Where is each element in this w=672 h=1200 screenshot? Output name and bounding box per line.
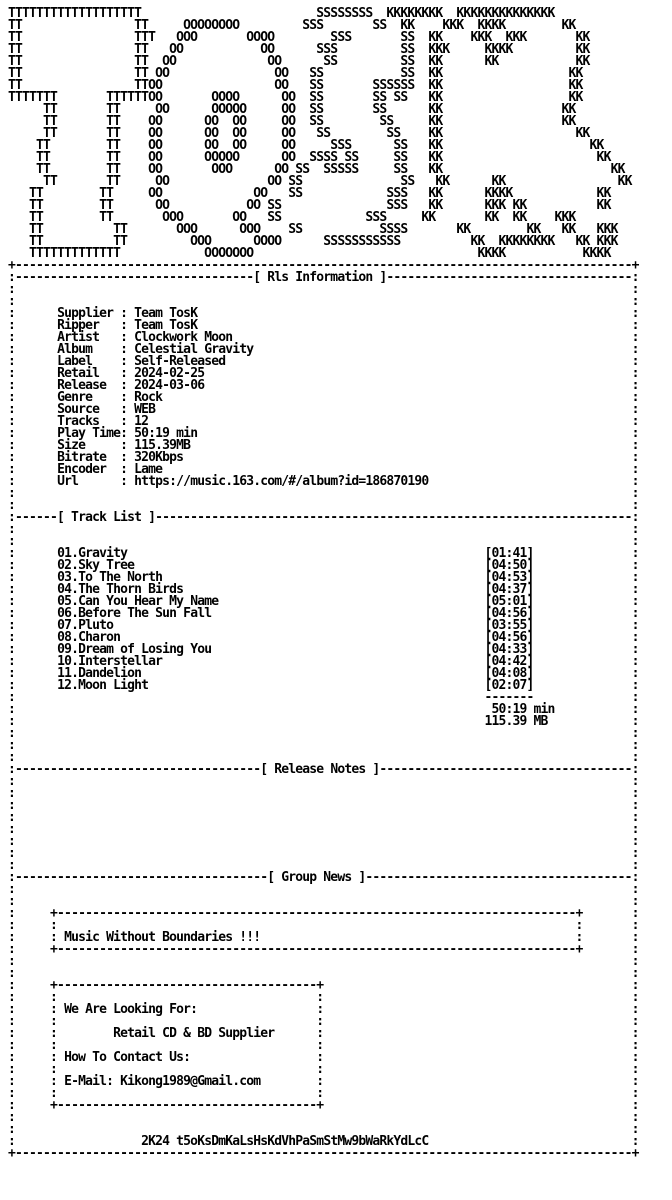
logo-art-line: TT TT OOO OO SS SSS KK KK KK KKK	[8, 210, 576, 225]
info-label: Ripper	[57, 318, 121, 333]
info-label: Retail	[57, 366, 121, 381]
info-value: Clockwork Moon	[134, 330, 233, 345]
info-value: 2024-02-25	[134, 366, 205, 381]
info-value: 115.39MB	[134, 438, 191, 453]
track-title: 02.Sky Tree	[57, 558, 135, 573]
logo-art-line: TT TT OOO OOO SS SSSS KK KK KK KKK	[8, 222, 618, 237]
info-label: Url	[57, 474, 121, 489]
logo-art-line: TT TT OO OO OO OO SSS SS KK KK	[8, 138, 604, 153]
info-value: Rock	[134, 390, 163, 405]
contact-email: E-Mail: Kikong1989@Gmail.com	[64, 1074, 261, 1089]
logo-art-line: TT TTT OOO OOOO SSS SS KK KKK KKK KK	[8, 30, 590, 45]
logo-art-line: TT TT OOO OOOO SSSSSSSSSSS KK KKKKKKKK KK KKK	[8, 234, 618, 249]
track-title: 05.Can You Hear My Name	[57, 594, 219, 609]
info-label: Label	[57, 354, 121, 369]
info-label: Bitrate	[57, 450, 121, 465]
info-label: Album	[57, 342, 121, 357]
info-value: Self-Released	[134, 354, 226, 369]
info-value: 12	[134, 414, 149, 429]
info-value: Lame	[134, 462, 163, 477]
track-length: [03:55]	[484, 618, 534, 633]
track-length: [04:42]	[484, 654, 534, 669]
info-value: 50:19 min	[134, 426, 198, 441]
logo-art-line: TT TT OO OO SSS SS KKK KKKK KK	[8, 42, 590, 57]
track-length: [04:56]	[484, 606, 534, 621]
logo-art-line: TT TT OO OOOOO OO SS SS KK KK	[8, 102, 576, 117]
contact-heading: How To Contact Us:	[64, 1050, 191, 1065]
logo-art-line: TT TT OO OO SS SSS KK KKK KK KK	[8, 198, 611, 213]
logo-art-line: TTTTTTTTTTTTT OOOOOOO KKKK KKKK	[8, 246, 611, 261]
info-label: Source	[57, 402, 121, 417]
logo-art-line: TT TT OO OO SS SSS KK KKKK KK	[8, 186, 611, 201]
nfo-document: TTTTTTTTTTTTTTTTTTT SSSSSSSS KKKKKKKK KKKKKKKKKKKKKK TT TT OOOOOOOO SSS SS KK KKK KKKK KK TT TTT OOO OOOO SSS SS KK KKK KKK KK TT TT OO OO SSS SS KKK KKKK KK TT TT OO OO SS SS KK KK KK TT TT OO OO SS SS KK KK TT TTOO OO SS SSSSSS KK KK TTTTTTT TTTTTTOO OOOO OO SS SS SS KK KK TT TT OO OOOOO OO SS SS KK KK TT TT OO OO OO OO SS SS KK KK TT TT OO OO OO OO SS SS KK KK TT TT OO OO OO OO SSS SS KK KK TT TT OO OOOOO OO SSSS SS SS KK KK TT TT OO OOO OO SS SSSSS SS KK KK TT TT OO OO SS SS KK KK KK TT TT OO OO SS SSS KK KKKK KK TT TT OO OO SS SSS KK KKK KK KK TT TT OOO OO SS SSS KK KK KK KKK TT TT OOO OOO SS SSSS KK KK KK KKK TT TT OOO OOOO SSSSSSSSSSS KK KKKKKKKK KK KKK TTTTTTTTTTTTT OOOOOOO KKKK KKKK +----------------------------------------------------------------------------------------+ :----------------------------------[ Rls Information ]-----------------------------------: : : : : : Supplier : Team TosK : : Ripper : Team TosK : : Artist : Clockwork Moon : : Album : Celestial Gravity : : Label : Self-Released : : Retail : 2024-02-25 : : Release : 2024-03-06 : : Genre : Rock : : Source : WEB : : Tracks : 12 : : Play Time: 50:19 min : : Size : 115.39MB : : Bitrate : 320Kbps : : Encoder : Lame : : Url : https://music.163.com/#/album?id=186870190 : : : : : :------[ Track List ]--------------------------------------------------------------------: : : : : : 01.Gravity [01:41] : : 02.Sky Tree [04:50] : : 03.To The North [04:53] : : 04.The Thorn Birds [04:37] : : 05.Can You Hear My Name [05:01] : : 06.Before The Sun Fall [04:56] : : 07.Pluto [03:55] : : 08.Charon [04:56] : : 09.Dream of Losing You [04:33] : : 10.Interstellar [04:42] : : 11.Dandelion [04:08] : : 12.Moon Light [02:07] : : ------- : : 50:19 min : : 115.39 MB : : : : : : : :-----------------------------------[ Release Notes ]------------------------------------: : : : : : : : : : : : : : : : : :------------------------------------[ Group News ]--------------------------------------: : : : : : +--------------------------------------------------------------------------+ : : : : : : : Music Without Boundaries !!! : : : +--------------------------------------------------------------------------+ : : : : : : +-------------------------------------+ : : : : : : : We Are Looking For: : : : : : : : : Retail CD & BD Supplier : : : : : : : : How To Contact Us: : : : : : : : : E-Mail: Kikong1989@Gmail.com : : : : : : : +-------------------------------------+ : : : : : : 2K24 t5oKsDmKaLsHsKdVhPaSmStMw9bWaRkYdLcC : +----------------------------------------------------------------------------------------+	[8, 6, 639, 1161]
info-value: Team TosK	[134, 318, 198, 333]
track-title: 04.The Thorn Birds	[57, 582, 184, 597]
group-news-section-title: [ Group News ]	[267, 870, 366, 885]
release-notes-section-title: [ Release Notes ]	[260, 762, 380, 777]
logo-art-line: TT TT OO OO OO OO SS SS KK KK	[8, 126, 590, 141]
info-label: Artist	[57, 330, 121, 345]
tracks-section-title: [ Track List ]	[57, 510, 156, 525]
info-value: WEB	[134, 402, 156, 417]
info-label: Play Time	[57, 426, 121, 441]
track-length: [04:56]	[484, 630, 534, 645]
info-value: Team TosK	[134, 306, 198, 321]
totals-separator: -------	[484, 690, 534, 705]
logo-art-line: TT TT OO OO SS SS KK KK KK	[8, 54, 590, 69]
info-value: https://music.163.com/#/album?id=186870190	[134, 474, 429, 489]
info-label: Tracks	[57, 414, 121, 429]
track-length: [04:08]	[484, 666, 534, 681]
logo-art-line: TT TT OO OO OO OO SS SS KK KK	[8, 114, 576, 129]
info-label: Size	[57, 438, 121, 453]
info-value: 320Kbps	[134, 450, 184, 465]
info-value: 2024-03-06	[134, 378, 205, 393]
info-label: Release	[57, 378, 121, 393]
logo-art-line: TTTTTTTTTTTTTTTTTTT SSSSSSSS KKKKKKKK KKKKKKKKKKKKKK	[8, 6, 555, 21]
track-length: [04:33]	[484, 642, 534, 657]
logo-art-line: TT TTOO OO SS SSSSSS KK KK	[8, 78, 583, 93]
track-length: [04:50]	[484, 558, 534, 573]
logo-art-line: TT TT OO OOOOO OO SSSS SS SS KK KK	[8, 150, 611, 165]
track-title: 08.Charon	[57, 630, 121, 645]
track-length: [02:07]	[484, 678, 534, 693]
group-logo-ascii-art	[8, 6, 632, 261]
total-playtime: 50:19 min	[491, 702, 555, 717]
track-length: [04:53]	[484, 570, 534, 585]
info-label: Supplier	[57, 306, 121, 321]
track-title: 12.Moon Light	[57, 678, 149, 693]
track-title: 09.Dream of Losing You	[57, 642, 212, 657]
track-length: [01:41]	[484, 546, 534, 561]
track-length: [05:01]	[484, 594, 534, 609]
recruit-item: Retail CD & BD Supplier	[113, 1026, 275, 1041]
track-title: 01.Gravity	[57, 546, 128, 561]
group-slogan: Music Without Boundaries !!!	[64, 930, 261, 945]
track-length: [04:37]	[484, 582, 534, 597]
track-title: 03.To The North	[57, 570, 163, 585]
track-title: 06.Before The Sun Fall	[57, 606, 212, 621]
track-title: 10.Interstellar	[57, 654, 163, 669]
info-section-title: [ Rls Information ]	[253, 270, 387, 285]
logo-art-line: TTTTTTT TTTTTTOO OOOO OO SS SS SS KK KK	[8, 90, 583, 105]
track-title: 11.Dandelion	[57, 666, 142, 681]
track-title: 07.Pluto	[57, 618, 114, 633]
logo-art-line: TT TT OOOOOOOO SSS SS KK KKK KKKK KK	[8, 18, 576, 33]
info-label: Encoder	[57, 462, 121, 477]
recruit-heading: We Are Looking For:	[64, 1002, 198, 1017]
info-label: Genre	[57, 390, 121, 405]
logo-art-line: TT TT OO OO SS SS KK KK	[8, 66, 583, 81]
nfo-signature: 2K24 t5oKsDmKaLsHsKdVhPaSmStMw9bWaRkYdLcC	[141, 1134, 429, 1149]
logo-art-line: TT TT OO OOO OO SS SSSSS SS KK KK	[8, 162, 625, 177]
info-value: Celestial Gravity	[134, 342, 254, 357]
total-size: 115.39 MB	[484, 714, 548, 729]
logo-art-line: TT TT OO OO SS SS KK KK KK	[8, 174, 632, 189]
